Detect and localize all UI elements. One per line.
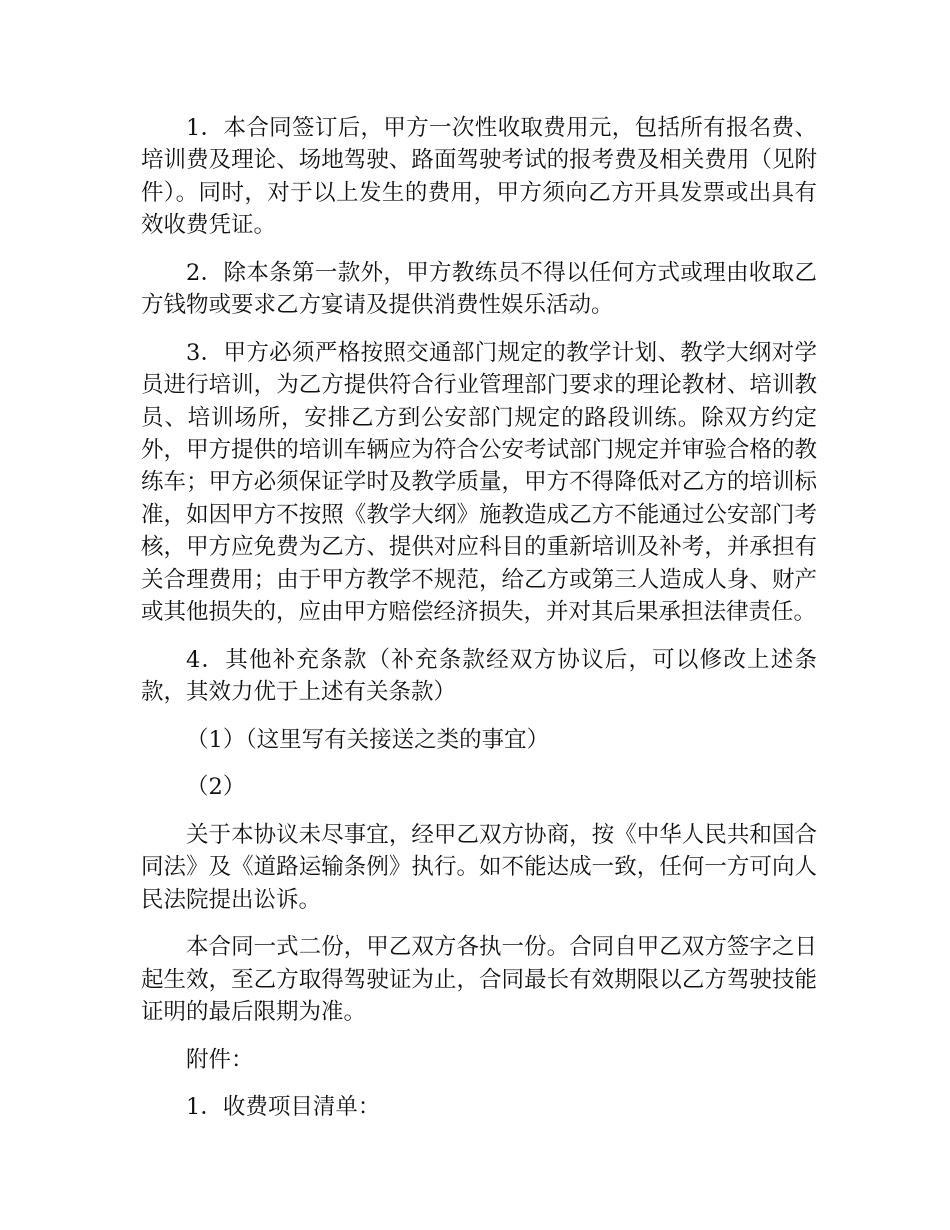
supplementary-item-2: （2） bbox=[186, 774, 246, 801]
dispute-resolution-paragraph: 关于本协议未尽事宜，经甲乙双方协商，按《中华人民共和国合同法》及《道路运输条例》执行。如不能达成一致，任何一方可向人民法院提出讼诉。 bbox=[141, 821, 817, 913]
attachment-heading: 附件： bbox=[186, 1046, 254, 1073]
clause-3-training-obligations: 3．甲方必须严格按照交通部门规定的教学计划、教学大纲对学员进行培训，为乙方提供符合行业管理部门要求的理论教材、培训教员、培训场所，安排乙方到公安部门规定的路段训练。除双方约定外，甲方提供的培训车辆应为符合公安考试部门规定并审验合格的教练车；甲方必须保证学时及教学质量，甲方不得降低对乙方的培训标准，如因甲方不按照《教学大纲》施教造成乙方不能通过公安部门考核，甲方应免费为乙方、提供对应科目的重新培训及补考，并承担有关合理费用；由于甲方教学不规范，给乙方或第三人造成人身、财产或其他损失的，应由甲方赔偿经济损失，并对其后果承担法律责任。 bbox=[141, 339, 817, 626]
clause-2-no-extra-charges: 2．除本条第一款外，甲方教练员不得以任何方式或理由收取乙方钱物或要求乙方宴请及提供消费性娱乐活动。 bbox=[141, 259, 817, 319]
attachment-item-1: 1．收费项目清单： bbox=[186, 1094, 381, 1121]
supplementary-item-1: （1）（这里写有关接送之类的事宜） bbox=[186, 726, 550, 753]
clause-4-supplementary-terms: 4．其他补充条款（补充条款经双方协议后，可以修改上述条款，其效力优于上述有关条款） bbox=[141, 646, 817, 706]
contract-validity-paragraph: 本合同一式二份，甲乙双方各执一份。合同自甲乙双方签字之日起生效，至乙方取得驾驶证为止，合同最长有效期限以乙方驾驶技能证明的最后限期为准。 bbox=[141, 934, 817, 1026]
clause-1-fees: 1．本合同签订后，甲方一次性收取费用元，包括所有报名费、培训费及理论、场地驾驶、路面驾驶考试的报考费及相关费用（见附件）。同时，对于以上发生的费用，甲方须向乙方开具发票或出具有效收费凭证。 bbox=[141, 115, 817, 239]
document-body bbox=[141, 112, 817, 1124]
